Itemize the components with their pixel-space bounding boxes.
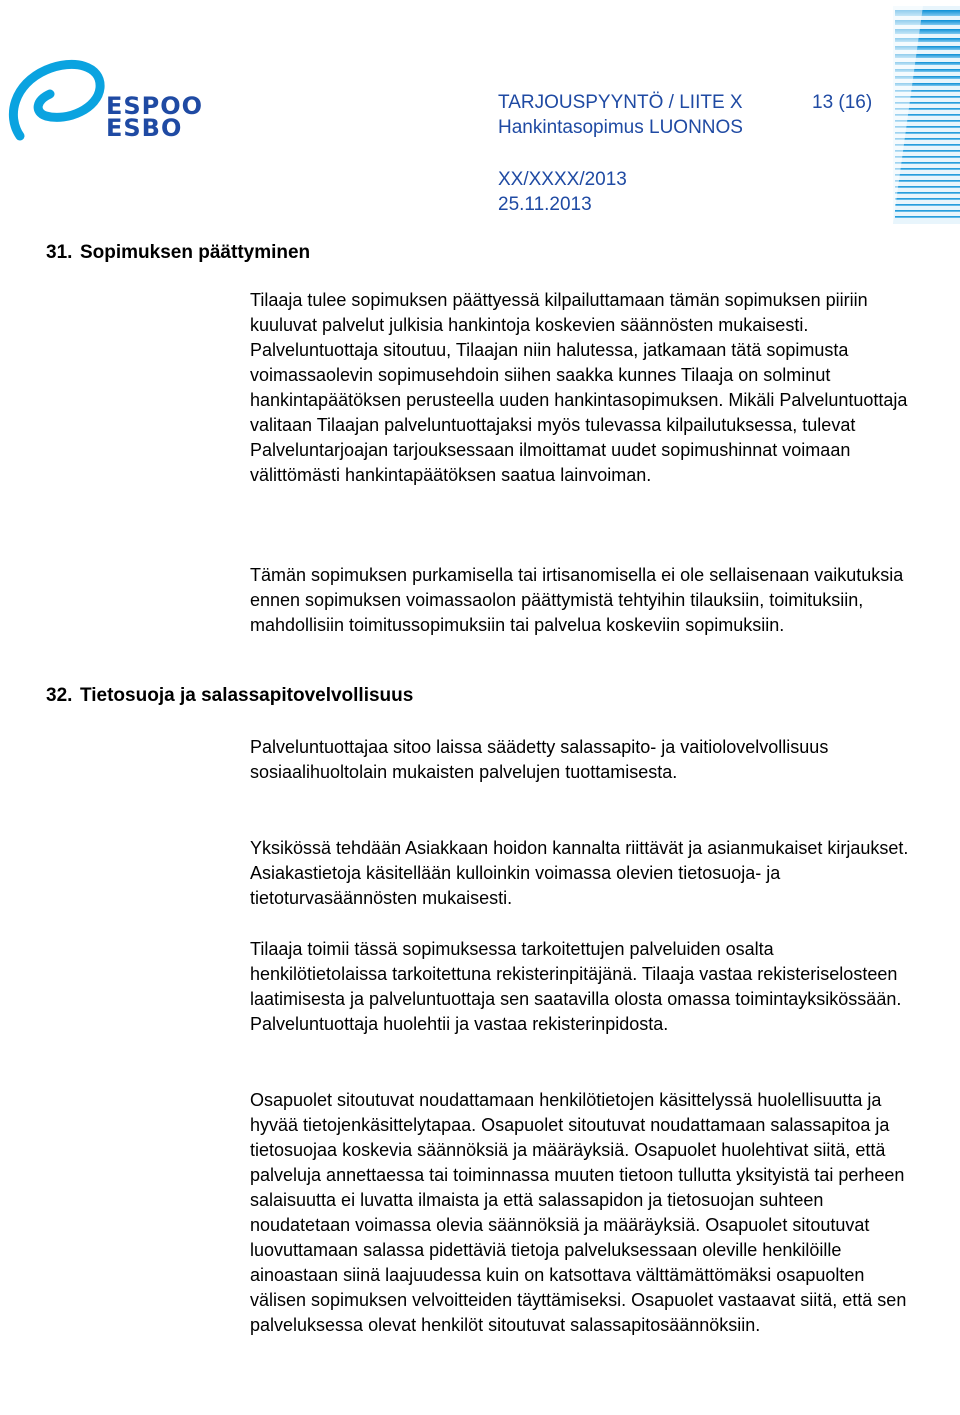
paragraph: Tämän sopimuksen purkamisella tai irtisanomisella ei ole sellaisenaan vaikutuksia ennen sopimuksen voimassaolon päättymistä tehtyihin tilauksiin, toimituksiin, mahdollisiin toimitussopimuksiin tai palvelua koskeviin sopimuksiin. [250, 565, 904, 635]
document-subtitle: Hankintasopimus LUONNOS [498, 117, 743, 138]
document-reference: XX/XXXX/2013 [498, 169, 627, 190]
section-32-paragraph-1 [250, 735, 910, 785]
paragraph: Osapuolet sitoutuvat noudattamaan henkilötietojen käsittelyssä huolellisuutta ja hyvää tietojenkäsittelytapaa. Osapuolet sitoutuvat noudattamaan salassapitoa ja tietosuojaa koskevia säännöksiä ja määräyksiä. Osapuolet huolehtivat siitä, että palveluja annettaessa tai toiminnassa muuten tietoon tullutta yksityistä tai perheen salaisuutta ei luvatta ilmaista ja että salassapidon ja tietosuojan suhteen noudatetaan voimassa olevia säännöksiä ja määräyksiä. Osapuolet sitoutuvat luovuttamaan salassa pidettäviä tietoja palveluksessaan oleville henkilöille ainoastaan siinä laajuudessa kuin on katsottava välttämättömäksi osapuolten välisen sopimuksen velvoitteiden täyttämiseksi. Osapuolet vastaavat siitä, että sen palveluksessa olevat henkilöt sitoutuvat salassapitosäännöksiin. [250, 1090, 907, 1335]
section-title: Sopimuksen päättyminen [80, 242, 311, 263]
section-number: 31. [46, 242, 73, 263]
document-title: TARJOUSPYYNTÖ / LIITE X [498, 92, 743, 113]
logo-text-espoo: ESPOO [106, 92, 204, 120]
paragraph: Palveluntuottajaa sitoo laissa säädetty salassapito- ja vaitiolovelvollisuus sosiaalihuoltolain mukaisten palvelujen tuottamisesta. [250, 737, 829, 782]
decorative-stripes-icon [893, 6, 960, 224]
section-title: Tietosuoja ja salassapitovelvollisuus [80, 685, 414, 706]
paragraph: Tilaaja tulee sopimuksen päättyessä kilpailuttamaan tämän sopimuksen piiriin kuuluvat palvelut julkisia hankintoja koskevien säännösten mukaisesti. Palveluntuottaja sitoutuu, Tilaajan niin halutessa, jatkamaan tätä sopimusta voimassaolevin sopimusehdoin siihen saakka kunnes Tilaaja on solminut hankintapäätöksen perusteella uuden hankintasopimuksen. Mikäli Palveluntuottaja valitaan Tilaajan palveluntuottajaksi myös tulevassa kilpailutuksessa, tulevat Palveluntarjoajan tarjouksessaan ilmoittamat uudet sopimushinnat voimaan välittömästi hankintapäätöksen saatua lainvoiman. [250, 290, 908, 485]
page-number: 13 (16) [812, 92, 873, 113]
paragraph: Yksikössä tehdään Asiakkaan hoidon kannalta riittävät ja asianmukaiset kirjaukset. Asiakastietoja käsitellään kulloinkin voimassa olevien tietosuoja- ja tietoturvasäännösten mukaisesti. [250, 838, 909, 908]
section-32-paragraph-4 [250, 1088, 910, 1338]
document-header [498, 90, 743, 140]
section-32-paragraph-3 [250, 937, 910, 1037]
document-meta [498, 167, 627, 217]
section-32-heading [46, 684, 413, 708]
paragraph: Tilaaja toimii tässä sopimuksessa tarkoitettujen palveluiden osalta henkilötietolaissa tarkoitettuna rekisterinpitäjänä. Tilaaja vastaa rekisteriselosteen laatimisesta ja palveluntuottaja sen saatavilla olosta omassa toimintayksikössään. Palveluntuottaja huolehtii ja vastaa rekisterinpidosta. [250, 939, 902, 1034]
section-32-paragraph-2 [250, 836, 910, 911]
section-31-heading [46, 241, 310, 265]
document-date: 25.11.2013 [498, 194, 592, 215]
section-31-paragraph-1 [250, 288, 910, 488]
section-number: 32. [46, 685, 73, 706]
logo-text-esbo: ESBO [106, 114, 183, 142]
section-31-paragraph-2 [250, 563, 910, 638]
